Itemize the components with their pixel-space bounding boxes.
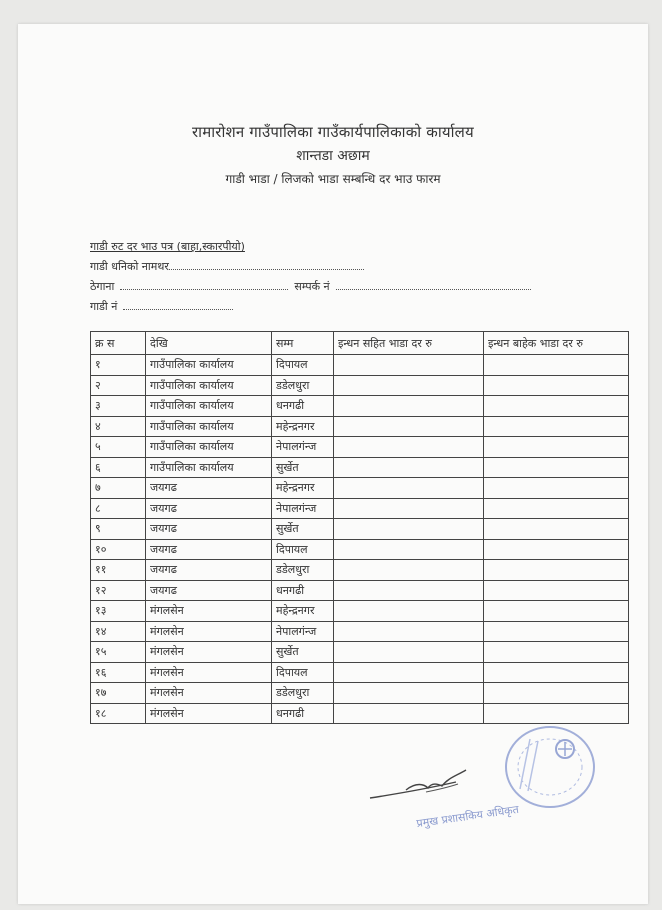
route-rate-table [90,331,629,724]
to-cell: डडेलधुरा [272,560,334,581]
rate-with-fuel-cell[interactable] [334,683,484,704]
owner-line [90,259,364,274]
rate-with-fuel-cell[interactable] [334,621,484,642]
to-cell: नेपालगंन्ज [272,621,334,642]
rate-without-fuel-cell[interactable] [484,457,629,478]
rate-without-fuel-cell[interactable] [484,355,629,376]
rate-with-fuel-cell[interactable] [334,539,484,560]
rate-with-fuel-cell[interactable] [334,519,484,540]
rate-without-fuel-cell[interactable] [484,416,629,437]
col-header-rate-with-fuel: इन्धन सहित भाडा दर रु [334,332,484,355]
rate-with-fuel-cell[interactable] [334,396,484,417]
to-cell: महेन्द्रनगर [272,601,334,622]
from-cell: जयगढ [146,580,272,601]
rate-with-fuel-cell[interactable] [334,457,484,478]
from-cell: गाउँपालिका कार्यालय [146,416,272,437]
to-cell: सुर्खेत [272,642,334,663]
rate-with-fuel-cell[interactable] [334,416,484,437]
rate-with-fuel-cell[interactable] [334,355,484,376]
to-cell: दिपायल [272,539,334,560]
sn-cell: १२ [91,580,146,601]
table-row [91,580,629,601]
rate-without-fuel-cell[interactable] [484,396,629,417]
to-cell: दिपायल [272,662,334,683]
from-cell: मंगलसेन [146,642,272,663]
table-row [91,396,629,417]
from-cell: जयगढ [146,560,272,581]
officer-stamp-text: प्रमुख प्रशासकिय अधिकृत [415,802,520,831]
col-header-from: देखि [146,332,272,355]
office-location: शान्तडा अछाम [296,148,370,164]
vehicle-no-label: गाडी नं [90,300,118,313]
from-cell: गाउँपालिका कार्यालय [146,457,272,478]
table-row [91,457,629,478]
sn-cell: ११ [91,560,146,581]
rate-with-fuel-cell[interactable] [334,580,484,601]
table-row [91,642,629,663]
from-cell: जयगढ [146,539,272,560]
rate-with-fuel-cell[interactable] [334,478,484,499]
sn-cell: १८ [91,703,146,724]
rate-without-fuel-cell[interactable] [484,580,629,601]
rate-without-fuel-cell[interactable] [484,375,629,396]
sn-cell: १७ [91,683,146,704]
rate-without-fuel-cell[interactable] [484,621,629,642]
table-row [91,437,629,458]
table-row [91,416,629,437]
from-cell: मंगलसेन [146,662,272,683]
table-row [91,662,629,683]
rate-with-fuel-cell[interactable] [334,642,484,663]
col-header-sn: क्र स [91,332,146,355]
rate-without-fuel-cell[interactable] [484,683,629,704]
from-cell: जयगढ [146,519,272,540]
from-cell: मंगलसेन [146,703,272,724]
col-header-to: सम्म [272,332,334,355]
rate-without-fuel-cell[interactable] [484,662,629,683]
sn-cell: १ [91,355,146,376]
sn-cell: १६ [91,662,146,683]
from-cell: गाउँपालिका कार्यालय [146,375,272,396]
vehicle-no-blank-field[interactable] [123,300,233,310]
to-cell: सुर्खेत [272,457,334,478]
table-header-row [91,332,629,355]
table-row [91,683,629,704]
to-cell: डडेलधुरा [272,683,334,704]
sn-cell: ९ [91,519,146,540]
table-row [91,375,629,396]
address-line [90,279,531,294]
to-cell: धनगढी [272,396,334,417]
office-title: रामारोशन गाउँपालिका गाउँकार्यपालिकाको कार्यालय [192,123,474,141]
sn-cell: १४ [91,621,146,642]
from-cell: गाउँपालिका कार्यालय [146,396,272,417]
sn-cell: १३ [91,601,146,622]
table-row [91,498,629,519]
rate-without-fuel-cell[interactable] [484,560,629,581]
table-row [91,621,629,642]
rate-with-fuel-cell[interactable] [334,498,484,519]
rate-with-fuel-cell[interactable] [334,662,484,683]
table-row [91,355,629,376]
sn-cell: ३ [91,396,146,417]
address-label: ठेगाना [90,280,115,293]
rate-with-fuel-cell[interactable] [334,560,484,581]
from-cell: मंगलसेन [146,601,272,622]
form-title: गाडी भाडा / लिजको भाडा सम्बन्धि दर भाउ फारम [225,172,441,186]
rate-with-fuel-cell[interactable] [334,601,484,622]
sn-cell: २ [91,375,146,396]
table-row [91,478,629,499]
contact-blank-field[interactable] [336,280,531,290]
to-cell: दिपायल [272,355,334,376]
office-seal-stamp [490,719,600,814]
from-cell: गाउँपालिका कार्यालय [146,355,272,376]
sn-cell: ६ [91,457,146,478]
to-cell: नेपालगंन्ज [272,437,334,458]
sn-cell: १० [91,539,146,560]
sn-cell: ४ [91,416,146,437]
owner-blank-field[interactable] [169,260,364,270]
rate-with-fuel-cell[interactable] [334,437,484,458]
table-body [91,355,629,724]
rate-without-fuel-cell[interactable] [484,539,629,560]
table-row [91,519,629,540]
to-cell: डडेलधुरा [272,375,334,396]
rate-without-fuel-cell[interactable] [484,642,629,663]
from-cell: गाउँपालिका कार्यालय [146,437,272,458]
to-cell: सुर्खेत [272,519,334,540]
section-title: गाडी रुट दर भाउ पत्र (बाहा,स्कारपीयो) [90,240,245,253]
sn-cell: ५ [91,437,146,458]
to-cell: महेन्द्रनगर [272,416,334,437]
rate-without-fuel-cell[interactable] [484,519,629,540]
contact-label: सम्पर्क नं [294,280,330,293]
table-row [91,560,629,581]
rate-without-fuel-cell[interactable] [484,498,629,519]
table-row [91,601,629,622]
from-cell: जयगढ [146,498,272,519]
sn-cell: ८ [91,498,146,519]
from-cell: जयगढ [146,478,272,499]
sn-cell: ७ [91,478,146,499]
to-cell: धनगढी [272,703,334,724]
rate-without-fuel-cell[interactable] [484,437,629,458]
from-cell: मंगलसेन [146,683,272,704]
col-header-rate-without-fuel: इन्धन बाहेक भाडा दर रु [484,332,629,355]
to-cell: धनगढी [272,580,334,601]
document-page [18,24,648,904]
vehicle-no-line [90,299,233,314]
rate-with-fuel-cell[interactable] [334,375,484,396]
rate-without-fuel-cell[interactable] [484,601,629,622]
rate-with-fuel-cell[interactable] [334,703,484,724]
signature-mark [366,764,486,804]
rate-without-fuel-cell[interactable] [484,478,629,499]
address-blank-field[interactable] [120,280,288,290]
to-cell: नेपालगंन्ज [272,498,334,519]
to-cell: महेन्द्रनगर [272,478,334,499]
from-cell: मंगलसेन [146,621,272,642]
owner-label: गाडी धनिको नामथर [90,260,169,273]
sn-cell: १५ [91,642,146,663]
table-row [91,539,629,560]
